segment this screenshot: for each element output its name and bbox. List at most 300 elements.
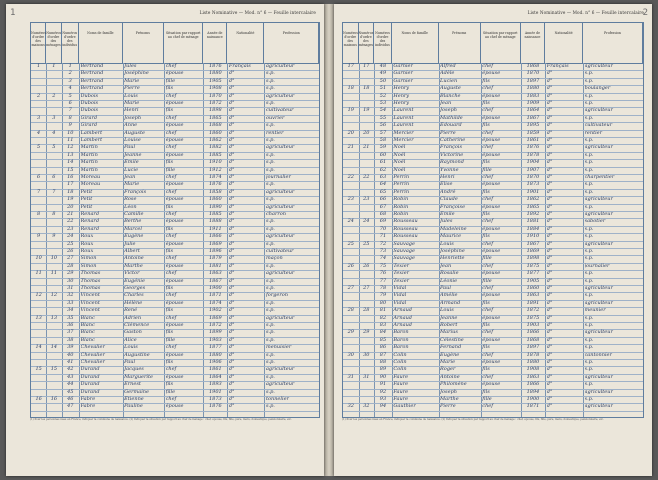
table-cell: 1901 xyxy=(208,388,222,395)
table-cell: Bertrand xyxy=(80,85,104,92)
table-cell: 7 xyxy=(68,107,72,114)
table-cell xyxy=(345,337,358,344)
table-cell: Marie xyxy=(124,181,140,188)
table-cell: d° xyxy=(546,381,553,388)
table-cell: Texier xyxy=(393,270,410,277)
table-cell: Marius xyxy=(440,329,458,336)
table-cell: 1869 xyxy=(208,314,222,321)
table-cell: Célestine xyxy=(440,336,464,343)
table-cell: Lucien xyxy=(440,77,458,84)
table-cell: chef xyxy=(482,144,494,151)
table-cell: 60 xyxy=(379,151,387,158)
table-cell: Pierre xyxy=(124,85,140,92)
table-cell: Léon xyxy=(124,203,137,210)
table-cell: d° xyxy=(228,100,235,106)
table-cell: 1892 xyxy=(526,211,540,217)
table-cell: 1891 xyxy=(526,299,540,306)
table-cell xyxy=(360,204,373,211)
table-cell: 6 xyxy=(37,174,41,180)
table-row xyxy=(31,137,319,144)
table-cell: Joseph xyxy=(124,114,142,121)
table-cell: Anne xyxy=(124,122,138,129)
table-cell: 1874 xyxy=(208,174,222,180)
table-row xyxy=(31,189,319,196)
table-cell: 17 xyxy=(363,63,370,69)
table-cell: 37 xyxy=(67,329,74,336)
table-cell: 50 xyxy=(379,77,387,84)
table-cell xyxy=(360,248,373,255)
table-cell: Jules xyxy=(440,218,453,225)
table-cell: 26 xyxy=(347,262,354,269)
table-cell: d° xyxy=(546,373,553,380)
table-cell: Émile xyxy=(124,159,139,166)
table-cell: fils xyxy=(165,107,174,114)
table-cell: 17 xyxy=(67,181,74,188)
table-cell: Bertrand xyxy=(80,77,104,84)
table-cell: 25 xyxy=(363,240,370,247)
table-cell: 19 xyxy=(363,107,370,114)
table-cell: tonnelier xyxy=(265,396,289,402)
table-cell: d° xyxy=(228,292,235,299)
table-cell: 77 xyxy=(379,277,387,284)
table-row xyxy=(31,352,319,359)
table-cell: 13 xyxy=(50,314,58,321)
table-row xyxy=(343,403,643,410)
table-cell: épouse xyxy=(482,359,501,365)
table-cell: Mercier xyxy=(393,129,414,136)
table-cell: d° xyxy=(546,270,553,277)
table-cell: Rousseau xyxy=(393,225,418,232)
table-row xyxy=(343,85,643,92)
table-row xyxy=(31,344,319,351)
table-row xyxy=(31,366,319,373)
table-cell: d° xyxy=(546,255,553,262)
table-cell: d° xyxy=(546,322,553,328)
table-cell: Sauvage xyxy=(393,240,415,247)
table-cell: 1898 xyxy=(208,107,222,114)
table-cell: 24 xyxy=(347,218,354,225)
table-cell xyxy=(48,85,60,92)
table-cell: Eugène xyxy=(124,233,144,240)
table-cell xyxy=(360,344,373,351)
table-cell: fils xyxy=(482,388,490,395)
table-cell: fils xyxy=(165,85,174,92)
table-row xyxy=(343,181,643,188)
table-row xyxy=(31,218,319,225)
table-cell: 11 xyxy=(50,270,58,277)
table-cell: d° xyxy=(546,366,553,373)
table-cell xyxy=(48,78,60,85)
table-cell: Jules xyxy=(124,63,137,69)
table-cell: d° xyxy=(546,211,553,217)
table-cell: 1905 xyxy=(208,77,222,84)
table-row xyxy=(343,196,643,203)
table-cell: d° xyxy=(546,396,553,402)
table-cell xyxy=(33,352,45,359)
table-cell: d° xyxy=(228,225,235,232)
table-cell xyxy=(360,78,373,85)
table-row xyxy=(31,93,319,100)
table-cell: Perrin xyxy=(393,188,410,195)
table-cell: agriculteur xyxy=(584,144,613,151)
table-row xyxy=(343,78,643,85)
column-header: Numéros d'ordre des ménages xyxy=(46,23,61,63)
table-cell: d° xyxy=(228,366,235,373)
table-cell xyxy=(33,226,45,233)
table-row xyxy=(31,204,319,211)
table-cell: Mercier xyxy=(393,137,414,143)
table-cell: s.p. xyxy=(584,396,594,402)
table-cell xyxy=(360,300,373,307)
table-cell: épouse xyxy=(482,336,501,343)
table-cell: 48 xyxy=(379,63,387,69)
table-cell: Adrien xyxy=(124,314,142,321)
table-cell: 1884 xyxy=(526,225,540,232)
table-cell: 43 xyxy=(67,373,74,380)
table-cell: s.p. xyxy=(584,381,594,388)
table-cell: François xyxy=(124,188,147,195)
table-cell: agriculteur xyxy=(584,329,613,336)
table-cell xyxy=(33,122,45,129)
table-cell: s.p. xyxy=(584,366,594,373)
table-cell: Robert xyxy=(440,322,458,328)
table-cell: 45 xyxy=(67,388,74,395)
table-cell: d° xyxy=(228,396,235,402)
table-cell: Victorine xyxy=(440,151,464,158)
column-header: Noms de famille xyxy=(392,23,439,63)
table-cell: fils xyxy=(482,211,490,217)
table-cell: chef xyxy=(482,351,494,358)
table-cell: Germaine xyxy=(124,388,149,395)
table-cell: 46 xyxy=(67,396,74,402)
table-cell xyxy=(345,204,358,211)
table-cell: épouse xyxy=(165,240,184,247)
table-cell: s.p. xyxy=(584,137,594,143)
table-cell: 1865 xyxy=(526,203,540,210)
table-cell: 22 xyxy=(67,218,74,225)
table-row xyxy=(31,70,319,77)
table-cell: 1866 xyxy=(208,233,222,240)
table-cell: Rousseau xyxy=(393,233,418,240)
table-cell: épouse xyxy=(482,137,501,143)
table-cell: 31 xyxy=(363,373,370,380)
table-cell: Robin xyxy=(393,196,409,203)
table-cell: Roux xyxy=(80,248,94,254)
table-cell: s.p. xyxy=(584,248,594,254)
table-cell: s.p. xyxy=(265,351,275,358)
table-cell: 1868 xyxy=(526,63,540,69)
table-cell xyxy=(33,389,45,396)
table-cell: 63 xyxy=(379,174,387,180)
table-cell: Durand xyxy=(80,381,100,388)
table-cell: 68 xyxy=(379,211,387,217)
table-cell: 1876 xyxy=(208,63,222,69)
table-cell: 3 xyxy=(37,114,41,121)
table-cell: 21 xyxy=(363,144,370,151)
table-cell: s.p. xyxy=(584,181,594,188)
column-header: Année de naissance xyxy=(521,23,545,63)
table-cell: Simon xyxy=(80,255,97,262)
table-cell xyxy=(48,307,60,314)
table-cell: 33 xyxy=(67,299,74,306)
table-cell xyxy=(48,352,60,359)
table-cell: 1863 xyxy=(526,373,540,380)
table-cell: chef xyxy=(165,233,177,240)
table-cell: 49 xyxy=(379,70,387,77)
table-cell: d° xyxy=(546,77,553,84)
table-cell: Bertrand xyxy=(80,63,104,69)
table-cell xyxy=(48,337,60,344)
table-cell: Albert xyxy=(124,248,140,254)
table-row xyxy=(343,122,643,129)
table-cell: 7 xyxy=(52,188,56,195)
table-cell: d° xyxy=(228,218,235,225)
table-row xyxy=(343,278,643,285)
table-cell: Fernand xyxy=(440,344,462,351)
table-cell: épouse xyxy=(165,373,184,380)
table-cell: 35 xyxy=(67,314,74,321)
table-cell: 1900 xyxy=(526,396,540,402)
table-cell: 1872 xyxy=(208,100,222,106)
table-cell: d° xyxy=(228,248,235,254)
table-cell: fils xyxy=(482,233,490,240)
table-cell xyxy=(48,100,60,107)
table-cell: Antoine xyxy=(440,373,460,380)
table-cell: d° xyxy=(546,188,553,195)
table-cell: Français xyxy=(228,63,251,69)
table-row xyxy=(31,196,319,203)
table-cell xyxy=(360,270,373,277)
table-cell: d° xyxy=(546,107,553,114)
table-cell: cultivateur xyxy=(265,248,294,254)
column-header: Numéros d'ordre des maisons xyxy=(31,23,46,63)
table-cell: d° xyxy=(228,188,235,195)
table-cell: s.p. xyxy=(584,92,594,99)
table-cell: 3 xyxy=(68,77,72,84)
table-cell: 1875 xyxy=(526,262,540,269)
table-cell xyxy=(48,159,60,166)
table-cell: Arnaud xyxy=(393,322,412,328)
table-cell: d° xyxy=(228,211,235,217)
table-cell: chef xyxy=(165,255,177,262)
table-cell: 1909 xyxy=(526,100,540,106)
table-cell xyxy=(345,159,358,166)
table-cell: 1898 xyxy=(526,255,540,262)
table-cell: Marcel xyxy=(124,225,142,232)
table-cell: 67 xyxy=(379,203,387,210)
table-row xyxy=(31,248,319,255)
table-cell: s.p. xyxy=(584,159,594,166)
table-cell: Vidal xyxy=(393,285,407,291)
table-row xyxy=(31,159,319,166)
table-cell: 1876 xyxy=(208,403,222,410)
table-cell: chef xyxy=(482,129,494,136)
table-cell: 1871 xyxy=(526,403,540,410)
table-cell: épouse xyxy=(165,322,184,328)
table-cell: Blanc xyxy=(80,329,95,336)
table-cell: s.p. xyxy=(584,70,594,77)
table-cell: 1865 xyxy=(208,114,222,121)
table-cell: Chevalier xyxy=(80,351,105,358)
table-cell: cultivateur xyxy=(584,122,613,129)
table-cell xyxy=(360,322,373,329)
table-cell: fils xyxy=(165,159,174,166)
table-cell: chef xyxy=(165,211,177,217)
table-cell: chef xyxy=(165,114,177,121)
table-cell xyxy=(360,189,373,196)
table-cell: Hélène xyxy=(124,299,143,306)
table-row xyxy=(343,315,643,322)
table-cell: 1875 xyxy=(526,314,540,321)
table-cell: Joseph xyxy=(440,107,458,114)
table-row xyxy=(31,403,319,410)
table-cell xyxy=(33,167,45,174)
table-cell: fille xyxy=(165,388,176,395)
table-cell: André xyxy=(440,188,456,195)
table-cell xyxy=(345,315,358,322)
table-cell: d° xyxy=(228,166,235,173)
table-cell: 22 xyxy=(347,174,354,180)
table-cell: cultivateur xyxy=(265,107,294,114)
table-cell: Élise xyxy=(440,181,453,188)
table-cell: fille xyxy=(165,166,176,173)
table-cell: 16 xyxy=(35,396,42,402)
table-cell: Adèle xyxy=(440,70,455,77)
table-cell: Auguste xyxy=(440,85,461,92)
table-row xyxy=(343,381,643,388)
table-cell: d° xyxy=(546,100,553,106)
table-cell: Henry xyxy=(393,100,410,106)
table-cell: épouse xyxy=(165,262,184,269)
table-cell: épouse xyxy=(165,299,184,306)
table-row xyxy=(31,130,319,137)
table-cell: 64 xyxy=(379,181,387,188)
table-cell xyxy=(33,159,45,166)
table-cell: 1883 xyxy=(526,92,540,99)
table-row xyxy=(343,396,643,403)
table-cell: Texier xyxy=(393,262,410,269)
table-cell: 1863 xyxy=(526,292,540,299)
table-cell: 14 xyxy=(35,344,42,351)
table-cell: d° xyxy=(546,144,553,151)
table-row xyxy=(343,300,643,307)
table-cell: Texier xyxy=(393,277,410,284)
table-cell: fils xyxy=(165,329,174,336)
table-cell: d° xyxy=(546,114,553,121)
table-cell xyxy=(48,248,60,255)
table-row xyxy=(31,115,319,122)
table-row xyxy=(343,63,643,70)
table-cell xyxy=(48,403,60,410)
table-cell: s.p. xyxy=(584,114,594,121)
table-cell: Blanc xyxy=(80,336,95,343)
table-cell xyxy=(33,100,45,107)
table-cell: chef xyxy=(165,314,177,321)
table-cell: 59 xyxy=(379,144,387,151)
table-row xyxy=(31,396,319,403)
table-cell: 40 xyxy=(67,351,74,358)
table-cell: Marthe xyxy=(124,262,143,269)
table-cell: d° xyxy=(546,292,553,299)
table-cell: 38 xyxy=(67,336,74,343)
table-cell xyxy=(345,300,358,307)
table-cell: Pierre xyxy=(440,403,456,410)
table-cell xyxy=(360,337,373,344)
table-cell: d° xyxy=(228,203,235,210)
table-cell: 4 xyxy=(37,129,41,136)
table-cell: Thomas xyxy=(80,270,101,277)
table-cell: 1878 xyxy=(526,351,540,358)
table-cell: agriculteur xyxy=(265,381,295,388)
table-row xyxy=(343,389,643,396)
table-cell: 2 xyxy=(68,70,72,77)
table-cell: fille xyxy=(165,336,176,343)
table-cell: 13 xyxy=(67,151,74,158)
table-cell: d° xyxy=(546,233,553,240)
table-cell: menuisier xyxy=(265,344,292,351)
table-cell: épouse xyxy=(165,218,184,225)
table-cell xyxy=(48,196,60,203)
table-cell: s.p. xyxy=(265,151,275,158)
table-cell: 1897 xyxy=(526,344,540,351)
table-cell: Armand xyxy=(440,299,461,306)
table-cell: 1867 xyxy=(526,114,540,121)
table-row xyxy=(31,100,319,107)
table-cell: 29 xyxy=(67,270,74,277)
table-cell xyxy=(345,366,358,373)
table-cell: Renard xyxy=(80,218,100,225)
table-cell: d° xyxy=(546,359,553,365)
table-cell: 1862 xyxy=(526,196,540,203)
table-row xyxy=(343,159,643,166)
table-cell: Gauthier xyxy=(393,403,416,410)
table-cell: Lambert xyxy=(80,129,103,136)
table-cell: Louis xyxy=(124,92,138,99)
table-cell: épouse xyxy=(165,137,184,143)
table-row xyxy=(343,337,643,344)
table-cell: chef xyxy=(482,329,494,336)
table-cell: 58 xyxy=(379,137,387,143)
table-cell: 1890 xyxy=(208,203,222,210)
table-cell: Roux xyxy=(80,233,94,240)
table-row xyxy=(31,122,319,129)
table-cell: 86 xyxy=(379,344,387,351)
table-cell: épouse xyxy=(482,314,501,321)
table-cell: 8 xyxy=(37,211,41,217)
table-cell: 24 xyxy=(67,233,74,240)
table-cell: d° xyxy=(228,70,235,77)
table-cell: Bertrand xyxy=(80,70,104,77)
table-cell: 15 xyxy=(50,366,58,373)
table-cell: 32 xyxy=(347,403,354,410)
table-cell xyxy=(48,204,60,211)
table-cell: Roux xyxy=(80,240,94,247)
table-cell xyxy=(33,218,45,225)
table-cell: d° xyxy=(228,403,235,410)
table-cell xyxy=(345,226,358,233)
table-cell: d° xyxy=(546,314,553,321)
table-cell: 1905 xyxy=(526,277,540,284)
table-cell: agriculteur xyxy=(584,107,613,114)
table-cell: 71 xyxy=(379,233,387,240)
table-cell: Louis xyxy=(440,240,454,247)
table-cell: d° xyxy=(546,299,553,306)
table-cell: maçon xyxy=(265,255,283,262)
table-cell xyxy=(33,329,45,336)
table-cell: chef xyxy=(482,218,494,225)
table-cell xyxy=(33,181,45,188)
table-row xyxy=(343,352,643,359)
